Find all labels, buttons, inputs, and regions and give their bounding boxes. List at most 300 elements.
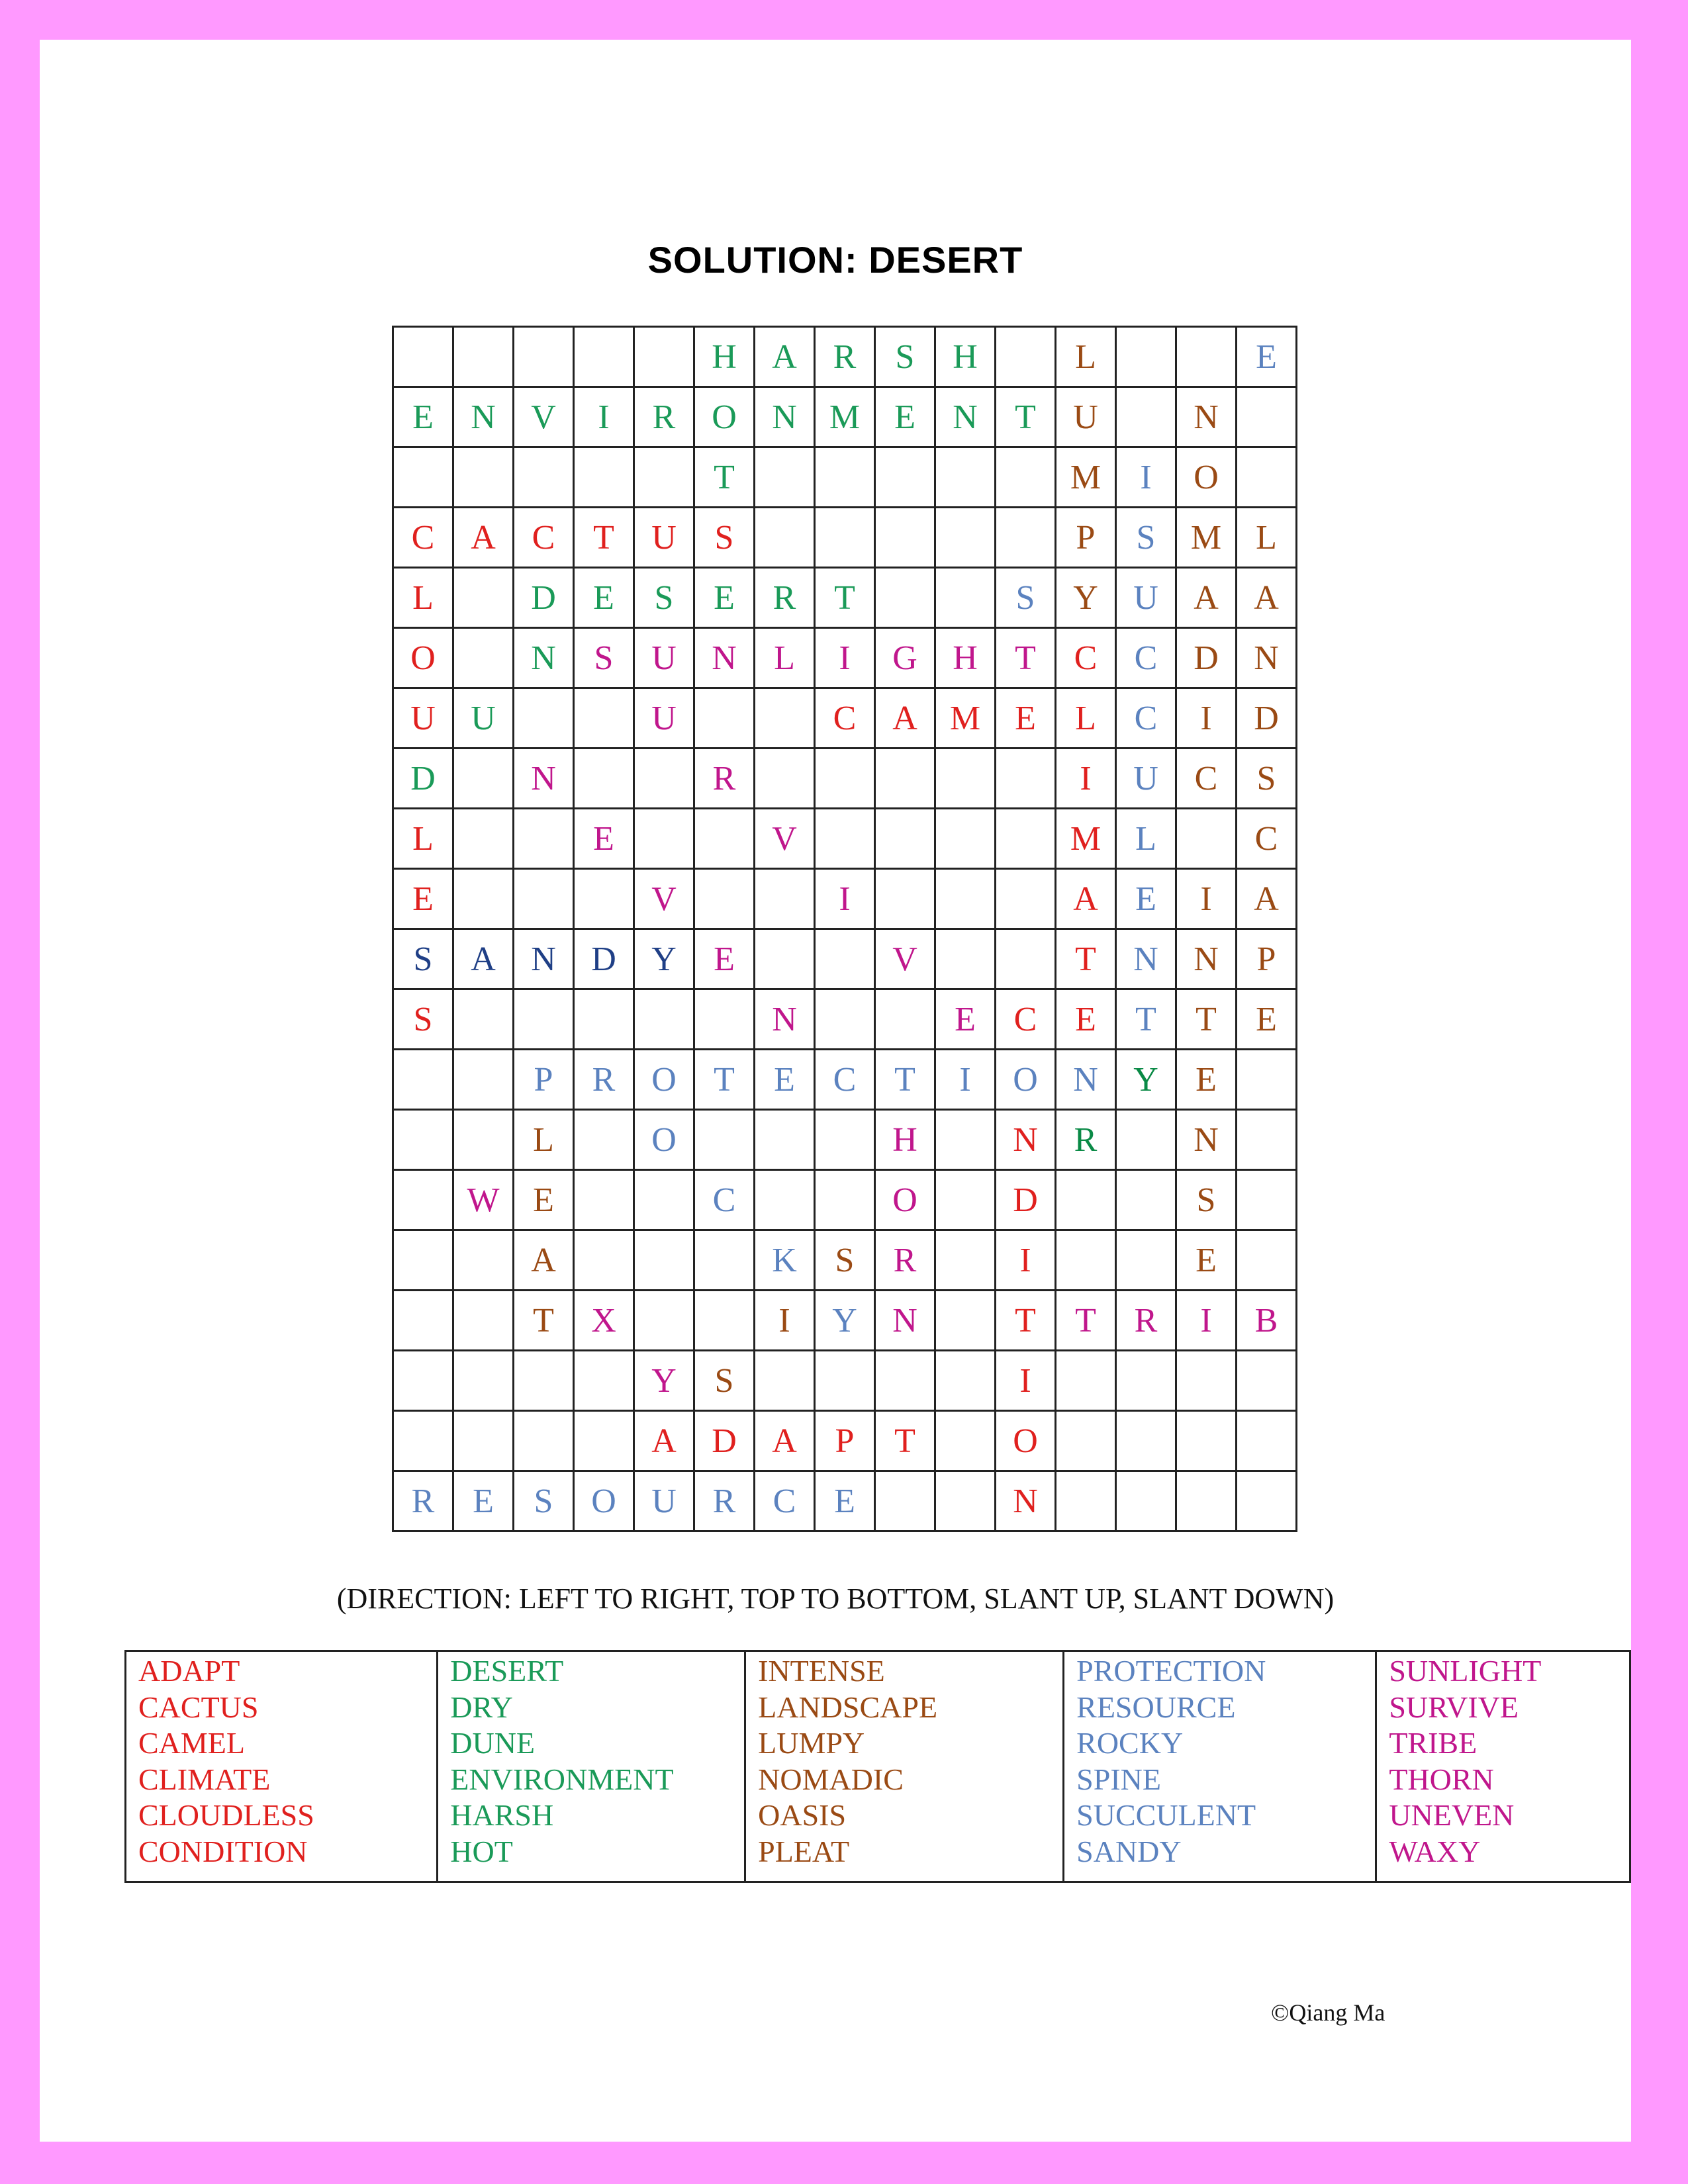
word-column <box>1064 1651 1376 1882</box>
grid-cell <box>1176 1471 1237 1531</box>
grid-cell <box>815 1351 875 1411</box>
grid-cell: O <box>875 1170 935 1230</box>
worksheet-page <box>40 40 1631 2142</box>
grid-cell: E <box>393 869 453 929</box>
word-item: PROTECTION <box>1076 1654 1266 1688</box>
grid-cell: D <box>1237 688 1297 749</box>
grid-cell: N <box>1116 929 1176 989</box>
grid-cell <box>935 447 996 508</box>
grid-cell <box>935 568 996 628</box>
grid-cell: S <box>694 1351 755 1411</box>
grid-cell <box>514 1351 574 1411</box>
grid-cell: P <box>1237 929 1297 989</box>
word-search-grid <box>392 326 1297 1532</box>
word-item: CLIMATE <box>138 1762 271 1796</box>
grid-cell: E <box>393 387 453 447</box>
grid-cell: R <box>1056 1110 1116 1170</box>
grid-cell: T <box>574 508 634 568</box>
grid-cell <box>1056 1170 1116 1230</box>
grid-cell <box>393 1291 453 1351</box>
grid-cell <box>634 809 694 869</box>
grid-cell: N <box>996 1471 1056 1531</box>
grid-cell <box>755 688 815 749</box>
grid-cell: O <box>634 1050 694 1110</box>
grid-cell <box>1237 1230 1297 1291</box>
grid-cell: E <box>1176 1050 1237 1110</box>
grid-cell <box>815 1170 875 1230</box>
grid-cell <box>393 1170 453 1230</box>
grid-cell: M <box>815 387 875 447</box>
grid-cell: T <box>996 1291 1056 1351</box>
grid-cell <box>875 749 935 809</box>
grid-cell <box>634 989 694 1050</box>
grid-cell: S <box>694 508 755 568</box>
grid-cell: V <box>755 809 815 869</box>
grid-cell <box>393 1351 453 1411</box>
grid-cell: N <box>1237 628 1297 688</box>
grid-cell: C <box>1116 688 1176 749</box>
grid-cell <box>634 749 694 809</box>
grid-cell: G <box>875 628 935 688</box>
grid-cell <box>935 869 996 929</box>
grid-cell <box>574 869 634 929</box>
grid-cell: M <box>1056 809 1116 869</box>
grid-cell: U <box>634 688 694 749</box>
grid-cell: I <box>1116 447 1176 508</box>
grid-cell: C <box>1116 628 1176 688</box>
grid-cell: D <box>1176 628 1237 688</box>
grid-cell: L <box>514 1110 574 1170</box>
grid-cell: R <box>1116 1291 1176 1351</box>
grid-cell: R <box>393 1471 453 1531</box>
grid-cell <box>1056 1471 1116 1531</box>
grid-cell: S <box>634 568 694 628</box>
grid-cell <box>1116 1230 1176 1291</box>
grid-cell: N <box>755 387 815 447</box>
grid-cell: A <box>755 327 815 387</box>
grid-cell: V <box>634 869 694 929</box>
grid-cell: N <box>1176 1110 1237 1170</box>
grid-cell <box>514 688 574 749</box>
grid-cell <box>1176 1411 1237 1471</box>
grid-cell: C <box>755 1471 815 1531</box>
grid-cell <box>935 929 996 989</box>
grid-cell <box>935 1230 996 1291</box>
grid-cell: X <box>574 1291 634 1351</box>
grid-row <box>393 869 1297 929</box>
grid-cell <box>694 688 755 749</box>
grid-cell <box>815 989 875 1050</box>
grid-row <box>393 1291 1297 1351</box>
grid-cell: U <box>393 688 453 749</box>
grid-cell: I <box>1176 688 1237 749</box>
grid-cell: N <box>514 628 574 688</box>
grid-cell: T <box>1056 929 1116 989</box>
grid-cell <box>634 327 694 387</box>
grid-cell <box>1116 327 1176 387</box>
grid-cell: E <box>935 989 996 1050</box>
word-list-table <box>124 1650 1631 1883</box>
grid-cell <box>875 447 935 508</box>
grid-cell: N <box>755 989 815 1050</box>
grid-cell <box>815 749 875 809</box>
grid-cell: N <box>1176 929 1237 989</box>
grid-cell <box>935 1471 996 1531</box>
grid-cell <box>815 447 875 508</box>
grid-cell: O <box>634 1110 694 1170</box>
grid-cell <box>996 327 1056 387</box>
grid-cell: S <box>875 327 935 387</box>
grid-cell: R <box>694 749 755 809</box>
grid-cell: E <box>694 568 755 628</box>
grid-cell <box>815 508 875 568</box>
grid-cell: V <box>514 387 574 447</box>
grid-cell: U <box>634 508 694 568</box>
grid-row <box>393 1471 1297 1531</box>
grid-cell: E <box>1176 1230 1237 1291</box>
grid-cell: N <box>453 387 514 447</box>
grid-cell: H <box>875 1110 935 1170</box>
word-item: SURVIVE <box>1389 1690 1519 1724</box>
grid-cell <box>935 508 996 568</box>
grid-row <box>393 1110 1297 1170</box>
grid-cell <box>1056 1351 1116 1411</box>
grid-cell: E <box>453 1471 514 1531</box>
grid-cell: Y <box>815 1291 875 1351</box>
grid-cell <box>634 1170 694 1230</box>
grid-cell <box>1056 1230 1116 1291</box>
grid-cell: E <box>1116 869 1176 929</box>
grid-cell <box>393 447 453 508</box>
grid-cell: L <box>1056 688 1116 749</box>
grid-cell: P <box>1056 508 1116 568</box>
grid-cell: Y <box>634 929 694 989</box>
grid-cell: C <box>393 508 453 568</box>
grid-cell: E <box>1056 989 1116 1050</box>
grid-row <box>393 387 1297 447</box>
grid-cell: M <box>1056 447 1116 508</box>
grid-cell <box>875 1471 935 1531</box>
word-item: CACTUS <box>138 1690 259 1724</box>
grid-cell: S <box>574 628 634 688</box>
grid-cell: R <box>875 1230 935 1291</box>
grid-cell: P <box>815 1411 875 1471</box>
grid-cell: T <box>514 1291 574 1351</box>
grid-cell <box>694 809 755 869</box>
grid-cell: H <box>935 628 996 688</box>
grid-cell: E <box>1237 327 1297 387</box>
grid-cell: Y <box>1116 1050 1176 1110</box>
word-item: SUNLIGHT <box>1389 1654 1542 1688</box>
grid-cell: S <box>1116 508 1176 568</box>
word-item: LANDSCAPE <box>758 1690 938 1724</box>
grid-cell <box>393 1230 453 1291</box>
grid-cell <box>755 508 815 568</box>
word-list-row <box>126 1651 1630 1882</box>
grid-cell: V <box>875 929 935 989</box>
grid-cell <box>514 809 574 869</box>
grid-cell: N <box>1056 1050 1116 1110</box>
grid-cell: A <box>1056 869 1116 929</box>
grid-cell: E <box>694 929 755 989</box>
word-item: RESOURCE <box>1076 1690 1236 1724</box>
grid-cell: A <box>453 508 514 568</box>
grid-cell <box>935 1411 996 1471</box>
grid-cell: U <box>634 1471 694 1531</box>
grid-cell: C <box>815 688 875 749</box>
grid-cell <box>1237 447 1297 508</box>
grid-cell <box>453 447 514 508</box>
grid-cell: S <box>393 989 453 1050</box>
grid-cell: E <box>574 809 634 869</box>
grid-cell <box>1237 1050 1297 1110</box>
page-title: SOLUTION: DESERT <box>647 239 1023 281</box>
grid-cell <box>875 508 935 568</box>
grid-cell: N <box>514 929 574 989</box>
grid-row <box>393 1351 1297 1411</box>
grid-cell: U <box>1056 387 1116 447</box>
word-item: WAXY <box>1389 1834 1481 1868</box>
grid-cell <box>935 1110 996 1170</box>
word-item: PLEAT <box>758 1834 850 1868</box>
grid-cell <box>755 749 815 809</box>
grid-cell <box>815 809 875 869</box>
grid-cell: B <box>1237 1291 1297 1351</box>
grid-cell: Y <box>1056 568 1116 628</box>
grid-cell: T <box>1176 989 1237 1050</box>
grid-cell: P <box>514 1050 574 1110</box>
grid-cell <box>514 989 574 1050</box>
grid-cell <box>453 628 514 688</box>
grid-cell: I <box>815 628 875 688</box>
word-item: INTENSE <box>758 1654 885 1688</box>
word-item: DRY <box>450 1690 513 1724</box>
grid-cell <box>694 1291 755 1351</box>
grid-cell <box>514 327 574 387</box>
grid-cell <box>755 1110 815 1170</box>
grid-cell: U <box>1116 749 1176 809</box>
grid-cell: I <box>574 387 634 447</box>
grid-cell: S <box>1237 749 1297 809</box>
grid-cell <box>875 1351 935 1411</box>
grid-cell <box>574 1230 634 1291</box>
grid-cell: T <box>694 447 755 508</box>
grid-cell <box>574 688 634 749</box>
grid-cell: T <box>815 568 875 628</box>
grid-cell <box>574 989 634 1050</box>
grid-cell: M <box>1176 508 1237 568</box>
grid-cell <box>755 869 815 929</box>
grid-cell: T <box>996 387 1056 447</box>
grid-cell: O <box>694 387 755 447</box>
word-column <box>126 1651 438 1882</box>
grid-cell: S <box>815 1230 875 1291</box>
grid-cell <box>755 1170 815 1230</box>
grid-row <box>393 568 1297 628</box>
grid-cell: C <box>815 1050 875 1110</box>
grid-row <box>393 327 1297 387</box>
grid-cell <box>875 869 935 929</box>
grid-cell <box>935 749 996 809</box>
grid-cell <box>1116 1170 1176 1230</box>
grid-cell <box>694 869 755 929</box>
grid-cell <box>574 1110 634 1170</box>
word-item: ROCKY <box>1076 1726 1184 1760</box>
grid-body <box>393 327 1297 1531</box>
grid-cell <box>574 327 634 387</box>
grid-cell: S <box>514 1471 574 1531</box>
grid-cell: L <box>1056 327 1116 387</box>
grid-cell: N <box>514 749 574 809</box>
grid-cell: A <box>875 688 935 749</box>
word-item: ADAPT <box>138 1654 240 1688</box>
grid-cell: O <box>996 1050 1056 1110</box>
grid-cell: D <box>393 749 453 809</box>
grid-cell: E <box>875 387 935 447</box>
grid-cell <box>574 749 634 809</box>
grid-cell: I <box>996 1351 1056 1411</box>
grid-cell: R <box>694 1471 755 1531</box>
grid-cell <box>1116 387 1176 447</box>
grid-cell <box>935 809 996 869</box>
grid-cell <box>453 1110 514 1170</box>
grid-cell <box>453 1411 514 1471</box>
grid-cell: E <box>755 1050 815 1110</box>
grid-cell: E <box>514 1170 574 1230</box>
grid-row <box>393 809 1297 869</box>
grid-row <box>393 1050 1297 1110</box>
grid-cell: L <box>393 568 453 628</box>
word-column <box>1376 1651 1630 1882</box>
grid-cell: A <box>755 1411 815 1471</box>
grid-cell <box>453 1050 514 1110</box>
word-item: LUMPY <box>758 1726 865 1760</box>
grid-cell <box>453 809 514 869</box>
grid-cell: D <box>514 568 574 628</box>
grid-cell: C <box>694 1170 755 1230</box>
grid-cell: A <box>634 1411 694 1471</box>
grid-cell: L <box>1116 809 1176 869</box>
grid-cell: I <box>1176 869 1237 929</box>
grid-cell: I <box>755 1291 815 1351</box>
grid-cell <box>996 869 1056 929</box>
grid-row <box>393 508 1297 568</box>
grid-cell: A <box>1237 568 1297 628</box>
grid-cell: R <box>755 568 815 628</box>
grid-cell: O <box>1176 447 1237 508</box>
grid-cell <box>574 1170 634 1230</box>
grid-cell <box>694 1110 755 1170</box>
grid-cell <box>574 447 634 508</box>
word-item: SUCCULENT <box>1076 1798 1256 1832</box>
grid-cell <box>875 568 935 628</box>
grid-cell <box>996 929 1056 989</box>
grid-cell: E <box>1237 989 1297 1050</box>
grid-cell: L <box>393 809 453 869</box>
grid-cell <box>875 989 935 1050</box>
grid-cell: N <box>935 387 996 447</box>
grid-cell <box>996 809 1056 869</box>
grid-cell: O <box>393 628 453 688</box>
word-item: HARSH <box>450 1798 554 1832</box>
grid-cell: E <box>815 1471 875 1531</box>
word-item: UNEVEN <box>1389 1798 1515 1832</box>
grid-cell <box>453 1230 514 1291</box>
grid-cell: K <box>755 1230 815 1291</box>
grid-cell <box>574 1351 634 1411</box>
grid-cell <box>1176 327 1237 387</box>
grid-cell: U <box>1116 568 1176 628</box>
grid-cell: H <box>694 327 755 387</box>
grid-row <box>393 989 1297 1050</box>
grid-cell <box>935 1351 996 1411</box>
grid-cell: Y <box>634 1351 694 1411</box>
grid-cell: S <box>996 568 1056 628</box>
grid-cell: M <box>935 688 996 749</box>
grid-cell <box>1237 1170 1297 1230</box>
grid-cell <box>634 1291 694 1351</box>
grid-cell: I <box>815 869 875 929</box>
grid-row <box>393 1170 1297 1230</box>
grid-cell <box>935 1170 996 1230</box>
grid-cell <box>1116 1351 1176 1411</box>
grid-cell <box>453 869 514 929</box>
word-item: CAMEL <box>138 1726 245 1760</box>
grid-cell: T <box>1056 1291 1116 1351</box>
grid-cell: E <box>996 688 1056 749</box>
grid-cell <box>694 1230 755 1291</box>
word-item: CLOUDLESS <box>138 1798 314 1832</box>
word-item: SANDY <box>1076 1834 1182 1868</box>
grid-cell <box>453 327 514 387</box>
grid-cell: R <box>634 387 694 447</box>
grid-cell <box>996 508 1056 568</box>
grid-cell <box>1237 1411 1297 1471</box>
grid-cell: L <box>1237 508 1297 568</box>
grid-cell: N <box>1176 387 1237 447</box>
grid-cell <box>453 568 514 628</box>
grid-row <box>393 688 1297 749</box>
grid-cell: I <box>935 1050 996 1110</box>
grid-cell: O <box>996 1411 1056 1471</box>
grid-cell <box>574 1411 634 1471</box>
grid-cell: R <box>815 327 875 387</box>
grid-cell: I <box>1176 1291 1237 1351</box>
grid-cell <box>453 989 514 1050</box>
grid-cell: D <box>996 1170 1056 1230</box>
grid-cell <box>393 327 453 387</box>
word-item: DESERT <box>450 1654 564 1688</box>
grid-cell <box>1116 1110 1176 1170</box>
grid-cell: E <box>574 568 634 628</box>
grid-cell <box>1237 1351 1297 1411</box>
grid-row <box>393 929 1297 989</box>
grid-cell <box>634 447 694 508</box>
grid-row <box>393 749 1297 809</box>
grid-cell: N <box>996 1110 1056 1170</box>
grid-cell <box>1116 1471 1176 1531</box>
word-item: ENVIRONMENT <box>450 1762 674 1796</box>
grid-cell <box>1176 809 1237 869</box>
grid-row <box>393 447 1297 508</box>
grid-cell <box>514 1411 574 1471</box>
grid-row <box>393 1411 1297 1471</box>
grid-cell <box>1116 1411 1176 1471</box>
grid-cell <box>393 1110 453 1170</box>
grid-cell <box>996 447 1056 508</box>
grid-cell: O <box>574 1471 634 1531</box>
grid-cell: H <box>935 327 996 387</box>
